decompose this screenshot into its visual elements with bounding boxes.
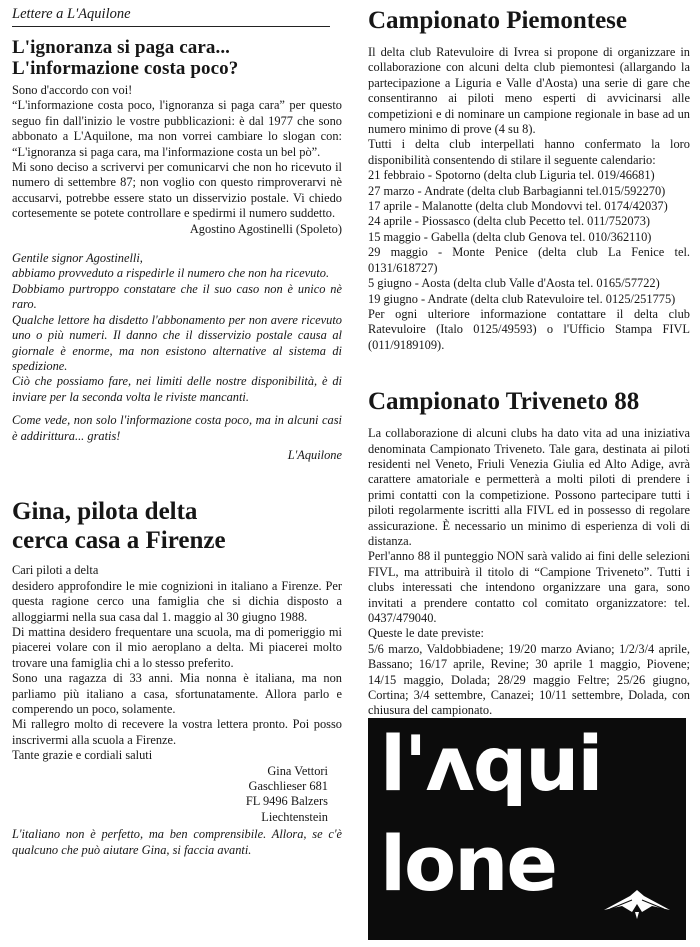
letter-paragraph: desidero approfondire le mie cognizioni in italiano a Firenze. Per questa ragione cerco una famiglia che si dichia disposto a alloggiarmi nella sua casa dal 1. maggio al 30 giugno 1988.	[12, 578, 342, 624]
letter-gina	[12, 497, 342, 858]
reply-paragraph: Gentile signor Agostinelli,	[12, 251, 143, 266]
letter-title	[12, 37, 342, 79]
article-paragraph: 5/6 marzo, Valdobbiadene; 19/20 marzo Aviano; 1/2/3/4 aprile, Bassano; 16/17 aprile, Revine; 30 aprile 1 maggio, Piovene; 14/15 maggio, Dolada; 28/29 maggio Feltre; 25/26 giugno, Cortina; 3/4 settembre, Canazei; 10/11 settembre, Dolada, con chiusura del campionato.	[368, 641, 690, 718]
calendar-entry: 5 giugno - Aosta (delta club Valle d'Aosta tel. 0165/57722)	[368, 276, 660, 291]
address-line: FL 9496 Balzers	[245, 794, 328, 809]
article-paragraph: Tutti i delta club interpellati hanno confermato la loro disponibilità consentendo di stilare il seguente calendario:	[368, 137, 690, 167]
logo-text-line2: lone	[380, 819, 556, 908]
right-column	[368, 0, 690, 719]
address-line: Gina Vettori	[267, 763, 328, 778]
section-tag: Lettere a L'Aquilone	[12, 0, 330, 27]
letter-title-line1: L'ignoranza si paga cara...	[12, 37, 231, 58]
article-paragraph: La collaborazione di alcuni clubs ha dato vita ad una iniziativa denominata Campionato Triveneto. Tale gara, destinata ai piloti residenti nel Veneto, Friuli Venezia Giulia ed Alto Adige, avrà carattere amatoriale e permetterà a molti piloti di prendere i primi contatti con la competizione. Possono partecipare tutti i piloti regolarmente iscritti alla FIVL ed in possesso di regolare assicurazione. È necessario un minimo di esperienza di voli di distanza.	[368, 426, 690, 548]
left-column	[12, 0, 342, 858]
letter-paragraph: Cari piloti a delta	[12, 563, 99, 578]
editor-note: L'italiano non è perfetto, ma ben comprensibile. Allora, se c'è qualcuno che può aiutare Gina, si faccia avanti.	[12, 827, 342, 857]
calendar-entry: 15 maggio - Gabella (delta club Genova tel. 010/362110)	[368, 229, 652, 244]
calendar-entry: 17 aprile - Malanotte (delta club Mondovvi tel. 0174/42037)	[368, 199, 668, 214]
reply-paragraph: abbiamo provveduto a rispedirle il numero che non ha ricevuto.	[12, 266, 330, 281]
letter-paragraph: Mi sono deciso a scrivervi per comunicarvi che non ho ricevuto il numero di settembre 87; non voglio con questo rimproverarvi nè accusarvi, potrebbe essere stato un disservizio postale. Vi chiedo cortesemente se potete controllare e spedirmi il numero suddetto.	[12, 160, 342, 221]
article-paragraph: Perl'anno 88 il punteggio NON sarà valido ai fini delle selezioni FIVL, ma attribuirà il titolo di “Campione Triveneto”. Tutti i clubs interessati che intendono organizzare una gara, sono invitati a prendere contatto col comitato organizzatore: tel. 0437/479040.	[368, 549, 690, 625]
calendar-entry: 27 marzo - Andrate (delta club Barbagianni tel.015/592270)	[368, 183, 666, 198]
article-piemontese	[368, 6, 690, 353]
address-line: Gaschlieser 681	[248, 779, 328, 794]
calendar-entry: 29 maggio - Monte Penice (delta club La Fenice tel. 0131/618727)	[368, 245, 690, 275]
article-title: Campionato Piemontese	[368, 7, 627, 34]
article-title: Campionato Triveneto 88	[368, 388, 640, 416]
reply-paragraph: Dobbiamo purtroppo constatare che il suo caso non è unico nè raro.	[12, 281, 342, 312]
reply-paragraph: Ciò che possiamo fare, nei limiti delle nostre disponibilità, è di inviare per la seconda volta le riviste mancanti.	[12, 374, 342, 404]
article-title	[12, 497, 342, 555]
letter-paragraph: Sono una ragazza di 33 anni. Mia nonna è italiana, ma non parliamo più italiano a casa, sfortunatamente. Allora parlo e comperendo un poco, solamente.	[12, 671, 342, 716]
article-triveneto	[368, 387, 690, 719]
calendar-entry: 19 giugno - Andrate (delta club Ratevuloire tel. 0125/251775)	[368, 291, 676, 306]
article-paragraph: Il delta club Ratevuloire di Ivrea si propone di organizzare in collaborazione con alcuni delta club piemontesi (allargando la partecipazione a Liguria e Valle d'Aosta) una serie di gare che consentiranno ai piloti meno esperti di avvicinarsi alle competizioni e di nominare un campione regionale in base ad un numero minimo di prove (4 su 8).	[368, 45, 690, 137]
hang-glider-bird-icon	[602, 886, 672, 922]
reply-paragraph: Qualche lettore ha disdetto l'abbonamento per non avere ricevuto uno o più numeri. Il danno che il disservizio postale causa al giornale è enorme, ma non esistono alternative al sistema di spedizione.	[12, 312, 342, 373]
reply-paragraph: Come vede, non solo l'informazione costa poco, ma in alcuni casi è addirittura... gratis!	[12, 413, 342, 443]
letter-signature: Agostino Agostinelli (Spoleto)	[189, 221, 342, 236]
letter-paragraph: “L'informazione costa poco, l'ignoranza si paga cara” per questo seguo fin dall'inizio le vostre pubblicazioni: è dal 1977 che sono abbonato a L'Aquilone, ma non vorrei cambiare lo slogan con: “L'ignoranza si paga cara, ma l'informazione costa un bel pò”.	[12, 98, 342, 159]
letter-title-line2: L'informazione costa poco?	[12, 58, 239, 79]
calendar-entry: 21 febbraio - Spotorno (delta club Liguria tel. 019/46681)	[368, 168, 655, 183]
address-line: Liechtenstein	[261, 809, 328, 824]
logo-text-line1: l'ʌqui	[380, 719, 602, 808]
calendar-entry: 24 aprile - Piossasco (delta club Pecetto tel. 011/752073)	[368, 214, 651, 229]
article-paragraph: Queste le date previste:	[368, 626, 484, 641]
reply-signature: L'Aquilone	[287, 447, 342, 462]
letter-agostinelli	[12, 37, 342, 463]
article-title-line2: cerca casa a Firenze	[12, 527, 226, 555]
letter-paragraph: Tante grazie e cordiali saluti	[12, 748, 153, 763]
letter-paragraph: Sono d'accordo con voi!	[12, 83, 133, 97]
aquilone-logo	[368, 718, 686, 940]
article-title-line1: Gina, pilota delta	[12, 498, 198, 526]
article-paragraph: Per ogni ulteriore informazione contattare il delta club Ratevuloire (Italo 0125/49593) o l'Ufficio Stampa FIVL (011/9189109).	[368, 306, 690, 352]
letter-paragraph: Mi rallegro molto di recevere la vostra lettera pronto. Poi posso inscrivermi alla scuola a Firenze.	[12, 717, 342, 747]
letter-paragraph: Di mattina desidero frequentare una scuola, ma di pomeriggio mi piacerei volare con il mio aeroplano a delta. Mi piacerei molto trovare una famiglia chi a lo stesso preferito.	[12, 624, 342, 670]
